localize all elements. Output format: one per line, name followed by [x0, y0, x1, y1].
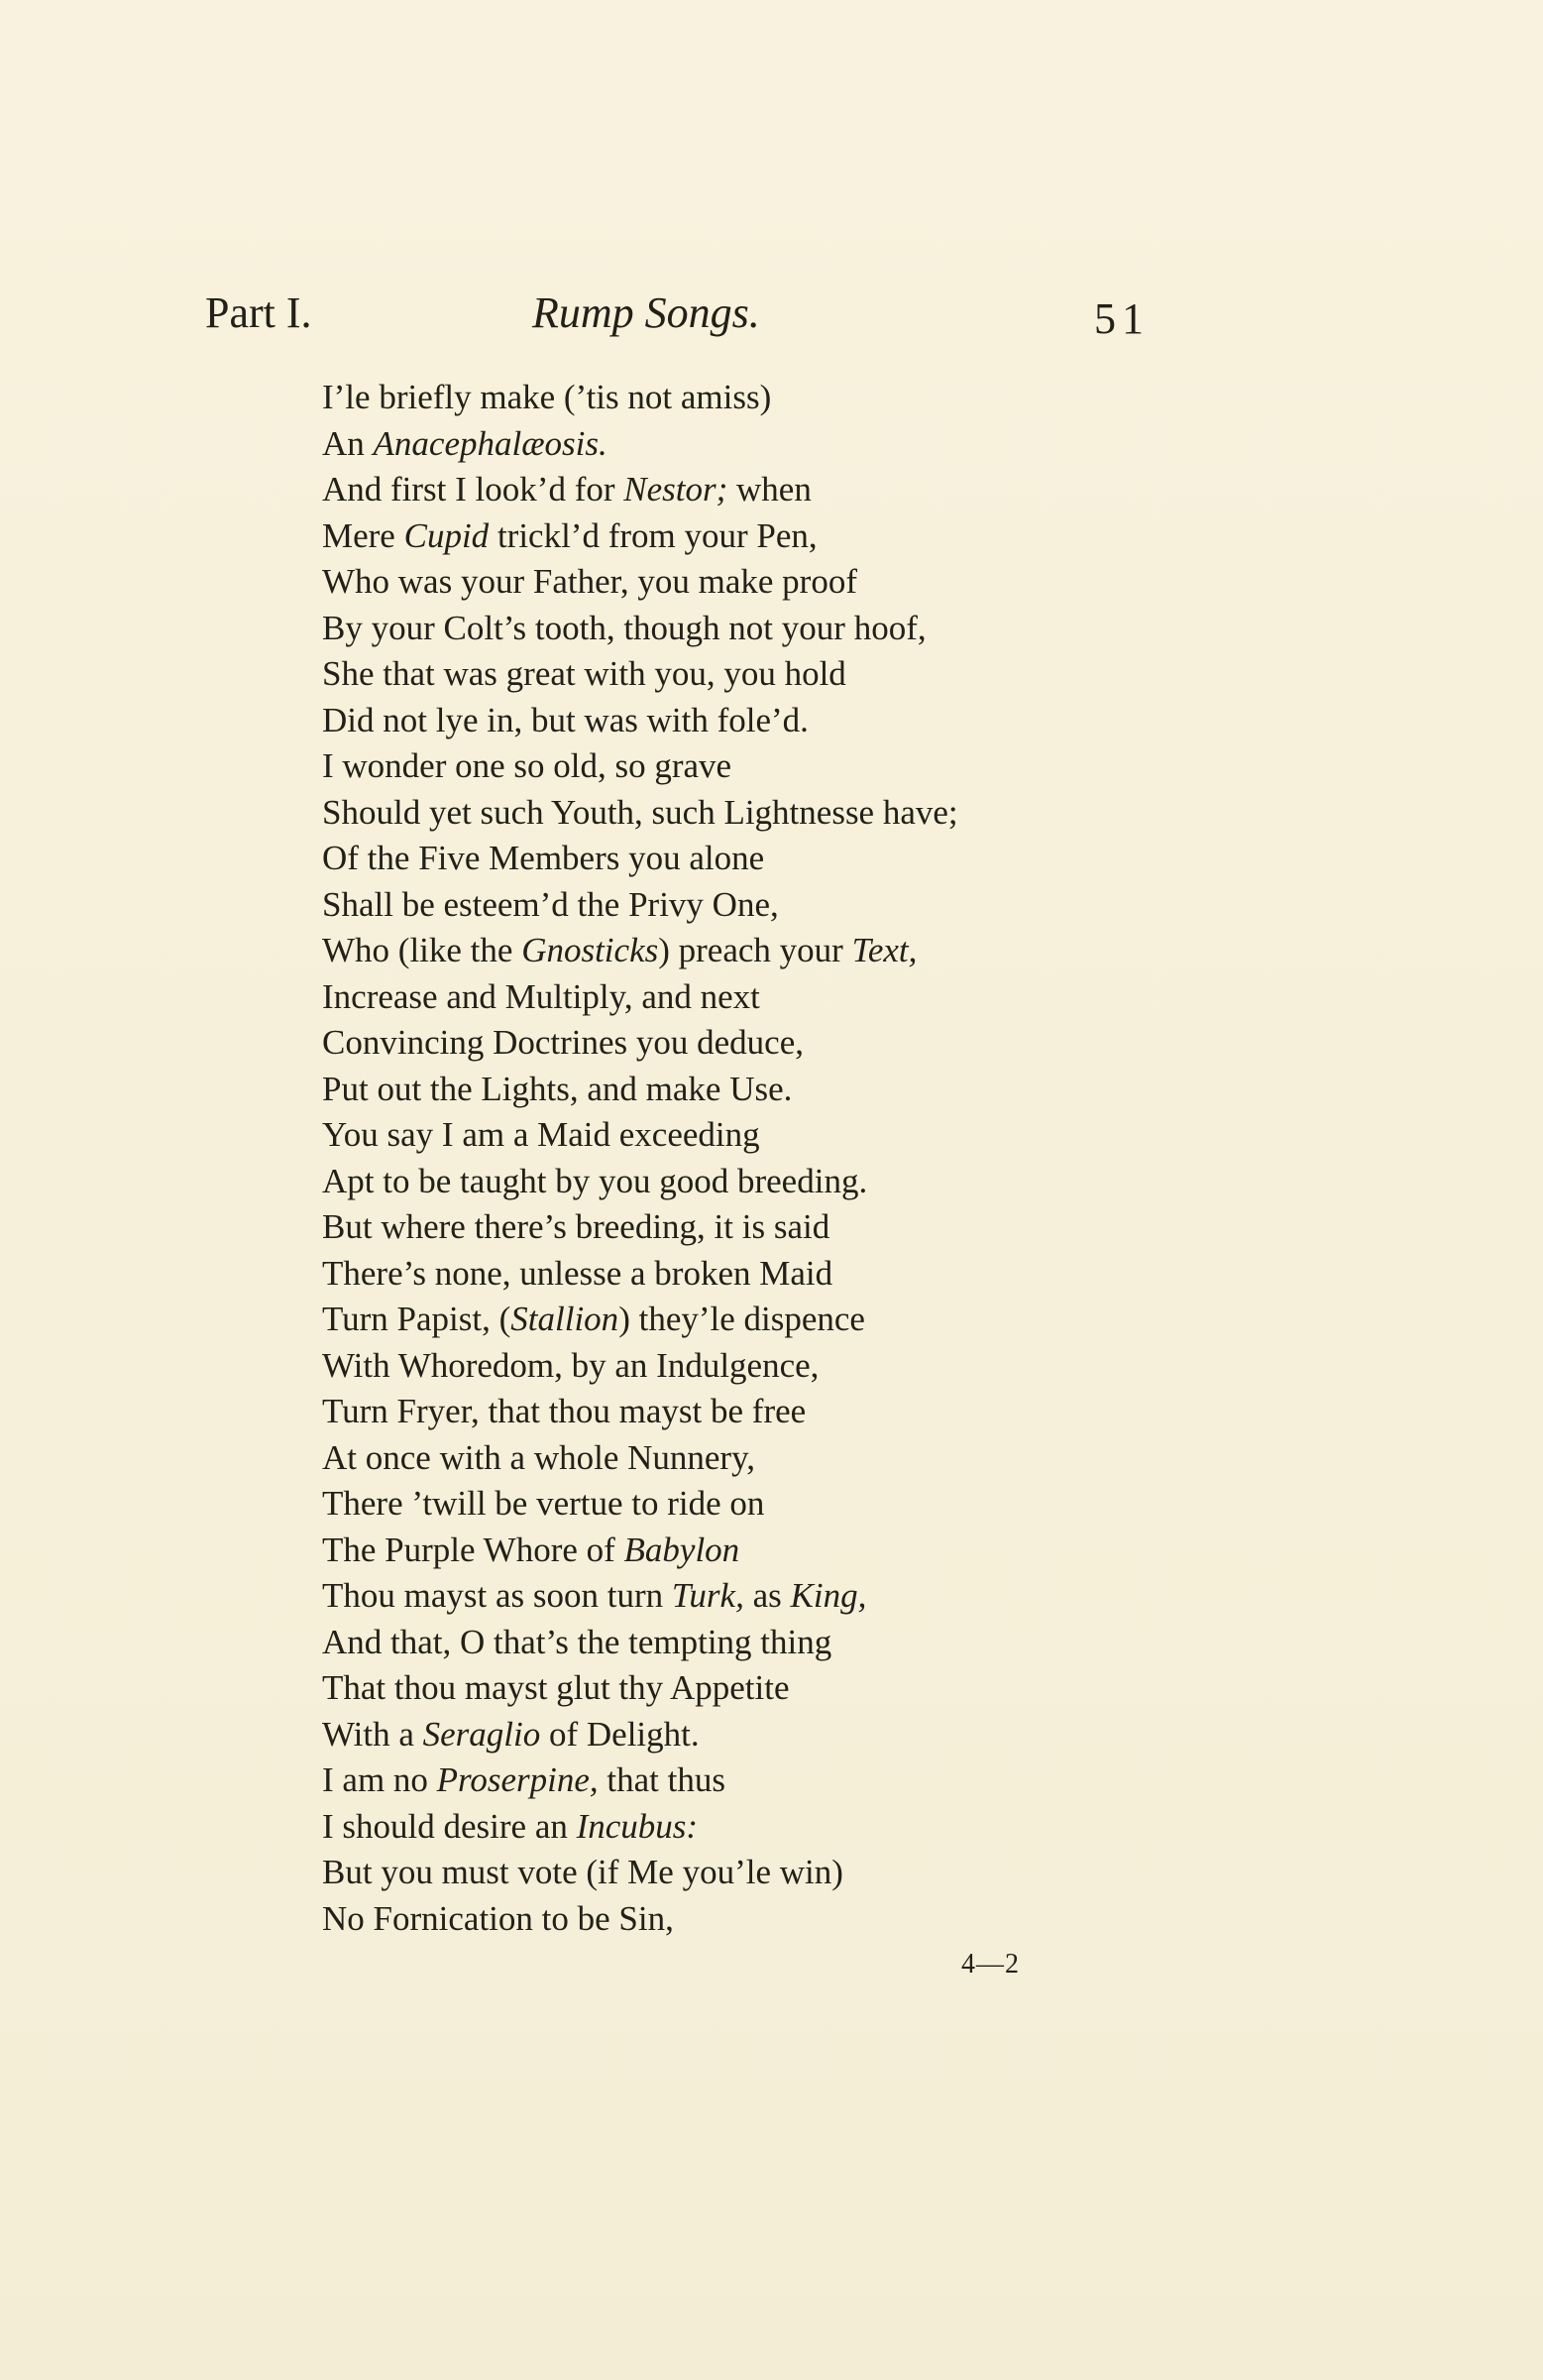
text-segment: I should desire an — [322, 1806, 577, 1846]
text-segment: Of the Five Members you alone — [322, 839, 765, 877]
text-segment: Who was your Father, you make proof — [322, 562, 857, 601]
verse-line — [322, 1804, 1214, 1851]
verse-line — [322, 882, 1214, 929]
verse-line — [322, 743, 1214, 790]
verse-line — [322, 1712, 1214, 1758]
italic-segment: Babylon — [623, 1530, 740, 1569]
signature-mark: 4—2 — [961, 1949, 1020, 1980]
verse-line — [322, 974, 1214, 1021]
verse-line — [322, 698, 1214, 744]
text-segment: The Purple Whore of — [322, 1530, 624, 1569]
verse-line — [322, 1528, 1214, 1574]
text-segment: of Delight. — [540, 1714, 700, 1754]
verse-line — [322, 1389, 1214, 1435]
text-segment: as — [743, 1576, 791, 1615]
text-segment: You say I am a Maid exceeding — [322, 1115, 760, 1154]
text-segment: Turn Papist, ( — [322, 1300, 511, 1338]
text-segment: Increase and Multiply, and next — [322, 976, 760, 1016]
verse-line — [322, 421, 1214, 468]
verse-line — [322, 1850, 1214, 1896]
text-segment: That thou mayst glut thy Appetite — [322, 1668, 790, 1707]
text-segment: There ’twill be vertue to ride on — [322, 1484, 765, 1523]
text-segment: There’s none, unlesse a broken Maid — [322, 1253, 833, 1293]
text-segment: Mere — [322, 515, 404, 555]
text-segment: At once with a whole Nunnery, — [322, 1437, 756, 1477]
text-segment: An — [322, 423, 374, 463]
verse-line — [322, 559, 1214, 606]
running-title: Rump Songs. — [532, 288, 760, 337]
part-label: Part I. — [205, 288, 312, 337]
verse-line — [322, 836, 1214, 882]
text-segment: I wonder one so old, so grave — [322, 746, 732, 785]
text-segment: With a — [322, 1714, 423, 1754]
verse-line — [322, 1297, 1214, 1343]
verse-line — [322, 1251, 1214, 1298]
verse-line — [322, 467, 1214, 513]
italic-segment: Seraglio — [422, 1714, 541, 1754]
text-segment: Thou mayst as soon turn — [322, 1576, 672, 1615]
verse-line — [322, 606, 1214, 652]
text-segment: But you must vote (if Me you’le win) — [322, 1853, 843, 1891]
italic-segment: King, — [790, 1576, 867, 1615]
page-number: 51 — [1094, 294, 1150, 343]
text-segment: Turn Fryer, that thou mayst be free — [322, 1392, 807, 1430]
verse-line — [322, 1343, 1214, 1390]
verse-line — [322, 1896, 1214, 1943]
running-header — [205, 287, 1157, 347]
verse-line — [322, 1067, 1214, 1113]
text-segment: that thus — [598, 1760, 725, 1799]
italic-segment: Gnosticks — [521, 931, 659, 969]
verse-line — [322, 1757, 1214, 1804]
text-segment: Shall be esteem’d the Privy One, — [322, 884, 779, 924]
text-segment: ) preach your — [658, 931, 852, 969]
verse-line — [322, 928, 1214, 974]
verse-line — [322, 651, 1214, 698]
italic-segment: Proserpine, — [436, 1760, 599, 1799]
italic-segment: Stallion — [510, 1300, 619, 1338]
text-segment: I am no — [322, 1760, 437, 1799]
italic-segment: Text, — [851, 931, 918, 969]
text-segment: Did not lye in, but was with fole’d. — [322, 700, 809, 739]
text-segment: when — [727, 470, 812, 509]
verse-line — [322, 513, 1214, 560]
verse-line — [322, 1481, 1214, 1528]
verse-line — [322, 1159, 1214, 1205]
text-segment: Convincing Doctrines you deduce, — [322, 1023, 805, 1062]
verse-line — [322, 375, 1214, 421]
text-segment: By your Colt’s tooth, though not your hoof, — [322, 608, 927, 647]
verse-line — [322, 1435, 1214, 1482]
verse-line — [322, 1573, 1214, 1620]
text-segment: And that, O that’s the tempting thing — [322, 1622, 832, 1661]
verse-line — [322, 1112, 1214, 1159]
verse-line — [322, 1665, 1214, 1712]
italic-segment: Nestor; — [623, 470, 728, 509]
text-segment: trickl’d from your Pen, — [489, 515, 818, 555]
text-segment: No Fornication to be Sin, — [322, 1898, 674, 1938]
text-segment: She that was great with you, you hold — [322, 654, 846, 693]
verse-line — [322, 790, 1214, 837]
text-segment: But where there’s breeding, it is said — [322, 1207, 830, 1246]
poem-text — [322, 375, 1214, 1942]
italic-segment: Turk, — [671, 1576, 744, 1615]
italic-segment: Anacephalæosis. — [373, 423, 607, 463]
text-segment: Put out the Lights, and make Use. — [322, 1069, 793, 1108]
verse-line — [322, 1204, 1214, 1251]
text-segment: Who (like the — [322, 931, 522, 969]
text-segment: I’le briefly make (’tis not amiss) — [322, 378, 772, 416]
text-segment: And first I look’d for — [322, 470, 624, 509]
italic-segment: Cupid — [403, 515, 490, 555]
text-segment: Should yet such Youth, such Lightnesse have; — [322, 792, 958, 832]
text-segment: Apt to be taught by you good breeding. — [322, 1161, 868, 1200]
verse-line — [322, 1620, 1214, 1666]
text-segment: With Whoredom, by an Indulgence, — [322, 1345, 820, 1385]
italic-segment: Incubus: — [576, 1806, 699, 1846]
text-segment: ) they’le dispence — [618, 1300, 865, 1338]
verse-line — [322, 1020, 1214, 1067]
